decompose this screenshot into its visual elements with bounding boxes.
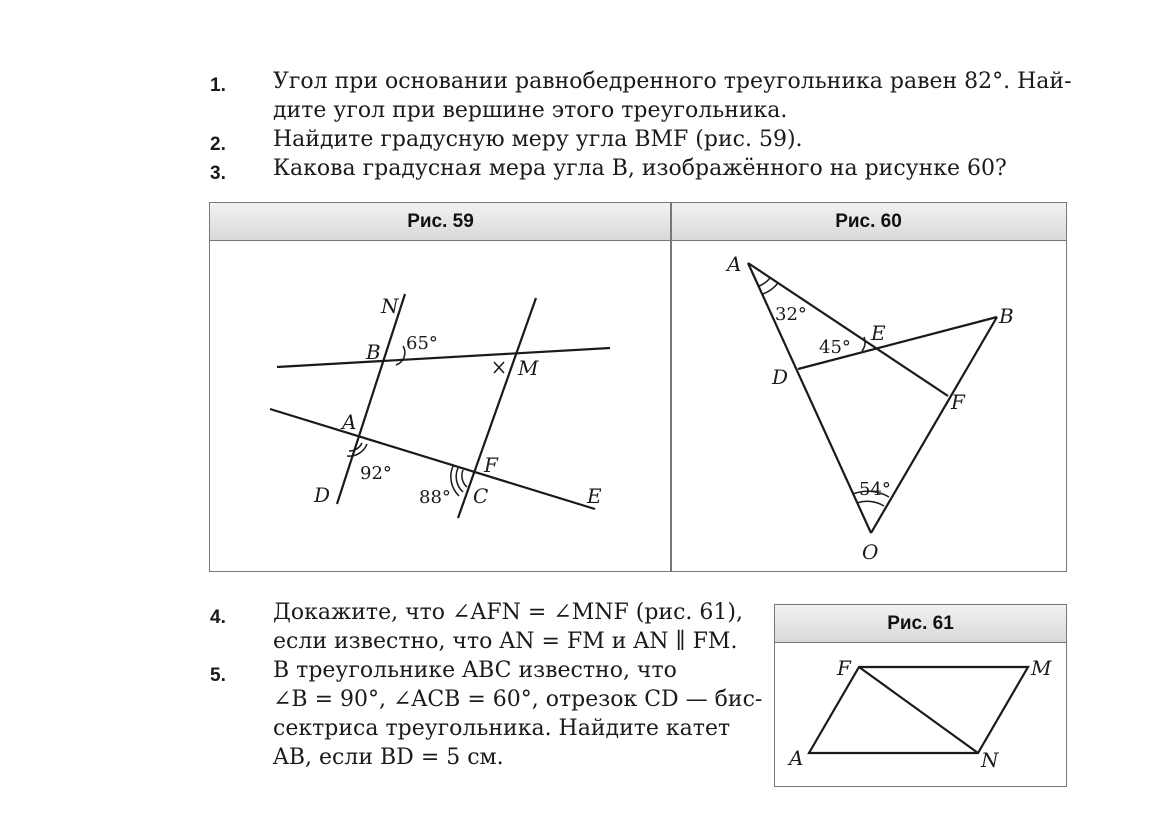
problem-number: 3. [210, 163, 226, 184]
label-E: E [587, 484, 602, 508]
label-angle-88: 88° [419, 487, 451, 508]
label-angle-32: 32° [775, 304, 807, 325]
diagonal-FN [859, 667, 978, 753]
label-angle-92: 92° [360, 463, 392, 484]
label-N: N [381, 294, 399, 318]
label-A: A [342, 410, 357, 434]
arc-angle-c [462, 470, 467, 487]
fig59-title: Рис. 59 [407, 211, 474, 232]
problem-text-line: AB, если BD = 5 см. [273, 745, 504, 770]
fig59-drawing [210, 241, 670, 571]
label-F: F [484, 453, 498, 477]
fig61-drawing [775, 643, 1066, 786]
problem-text-line: дите угол при вершине этого треугольника. [273, 98, 788, 123]
problem-text-line: В треугольнике ABC известно, что [273, 658, 677, 683]
label-F: F [837, 656, 851, 680]
arc-angle-o [857, 501, 884, 506]
label-F: F [951, 390, 965, 414]
problem-text-line: ∠B = 90°, ∠ACB = 60°, отрезок CD — бис- [273, 687, 763, 712]
arc-angle-a2 [763, 283, 778, 294]
figure-61 [774, 604, 1067, 787]
arc-angle-b [396, 346, 405, 365]
label-B: B [999, 304, 1014, 328]
label-angle-65: 65° [406, 333, 438, 354]
line-MC [458, 298, 536, 518]
label-A: A [789, 746, 804, 770]
fig61-title: Рис. 61 [887, 613, 954, 634]
segment-OB [871, 317, 997, 533]
fig60-title: Рис. 60 [835, 211, 902, 232]
problem-number: 5. [210, 665, 226, 686]
problem-text-line: Какова градусная мера угла B, изображённого на рисунке 60? [273, 156, 1007, 181]
label-C: C [473, 484, 489, 508]
fig61-header [775, 605, 1066, 643]
figure-table-59-60 [209, 202, 1067, 572]
line-BM [277, 348, 610, 367]
label-M: M [1031, 656, 1052, 680]
arc-angle-a2 [347, 444, 367, 456]
label-M: M [518, 356, 539, 380]
problem-text-line: если известно, что AN = FM и AN ∥ FM. [273, 629, 738, 654]
label-B: B [366, 340, 381, 364]
label-D: D [772, 365, 789, 389]
problem-text-line: Докажите, что ∠AFN = ∠MNF (рис. 61), [273, 600, 743, 625]
fig60-drawing [671, 241, 1067, 571]
label-E: E [871, 321, 886, 345]
label-A: A [727, 252, 742, 276]
problem-text-line: Угол при основании равнобедренного треугольника равен 82°. Най- [273, 69, 1072, 94]
label-angle-54: 54° [859, 479, 891, 500]
label-angle-45: 45° [819, 337, 851, 358]
label-O: O [862, 540, 879, 564]
label-D: D [314, 483, 331, 507]
label-N: N [981, 748, 999, 772]
problem-number: 1. [210, 75, 226, 96]
problem-text-line: Найдите градусную меру угла BMF (рис. 59). [273, 127, 803, 152]
figure-header-row [210, 203, 1066, 241]
arc-angle-a [759, 278, 770, 286]
problem-number: 4. [210, 607, 226, 628]
problem-text-line: сектриса треугольника. Найдите катет [273, 716, 731, 741]
problem-number: 2. [210, 134, 226, 155]
